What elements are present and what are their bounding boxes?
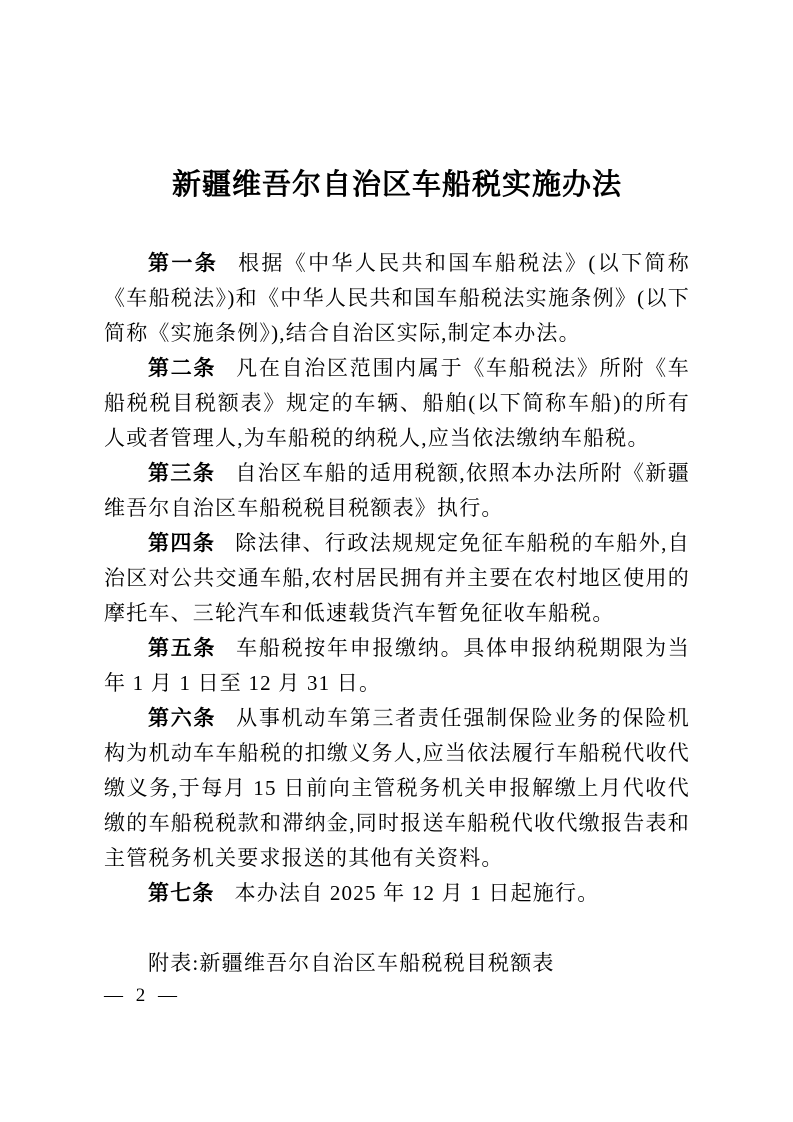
article-2-label: 第二条 [148, 356, 217, 380]
article-6-text: 从事机动车第三者责任强制保险业务的保险机构为机动车车船税的扣缴义务人,应当依法履行车船税代收代缴义务,于每月 15 日前向主管税务机关申报解缴上月代收代缴的车船税税款和滞纳金,同时报送车船税代收代缴报告表和主管税务机关要求报送的其他有关资料。 [104, 706, 690, 870]
article-1-label: 第一条 [148, 251, 219, 275]
article-3-text: 自治区车船的适用税额,依照本办法所附《新疆维吾尔自治区车船税税目税额表》执行。 [104, 461, 690, 520]
article-3-label: 第三条 [148, 461, 216, 485]
article-7-text: 本办法自 2025 年 12 月 1 日起施行。 [234, 881, 600, 905]
article-2-paragraph [104, 351, 690, 456]
article-6-paragraph [104, 701, 690, 876]
article-7-paragraph [104, 876, 690, 911]
article-2-text: 凡在自治区范围内属于《车船税法》所附《车船税税目税额表》规定的车辆、船舶(以下简称车船)的所有人或者管理人,为车船税的纳税人,应当依法缴纳车船税。 [104, 356, 690, 450]
appendix-note: 附表:新疆维吾尔自治区车船税税目税额表 [148, 951, 555, 975]
article-4-paragraph [104, 526, 690, 631]
article-7-label: 第七条 [148, 881, 215, 905]
page-number: — 2 — [104, 985, 181, 1006]
article-4-label: 第四条 [148, 531, 216, 555]
document-title: 新疆维吾尔自治区车船税实施办法 [171, 169, 622, 201]
article-3-paragraph [104, 456, 690, 526]
article-5-text: 车船税按年申报缴纳。具体申报纳税期限为当年 1 月 1 日至 12 月 31 日。 [104, 636, 690, 695]
article-6-label: 第六条 [148, 706, 217, 730]
document-content [104, 164, 690, 981]
article-5-label: 第五条 [148, 636, 217, 660]
article-1-paragraph [104, 246, 690, 351]
article-1-text: 根据《中华人民共和国车船税法》(以下简称《车船税法》)和《中华人民共和国车船税法实施条例》(以下简称《实施条例》),结合自治区实际,制定本办法。 [104, 251, 690, 345]
article-5-paragraph [104, 631, 690, 701]
article-4-text: 除法律、行政法规规定免征车船税的车船外,自治区对公共交通车船,农村居民拥有并主要在农村地区使用的摩托车、三轮汽车和低速载货汽车暂免征收车船税。 [104, 531, 690, 625]
